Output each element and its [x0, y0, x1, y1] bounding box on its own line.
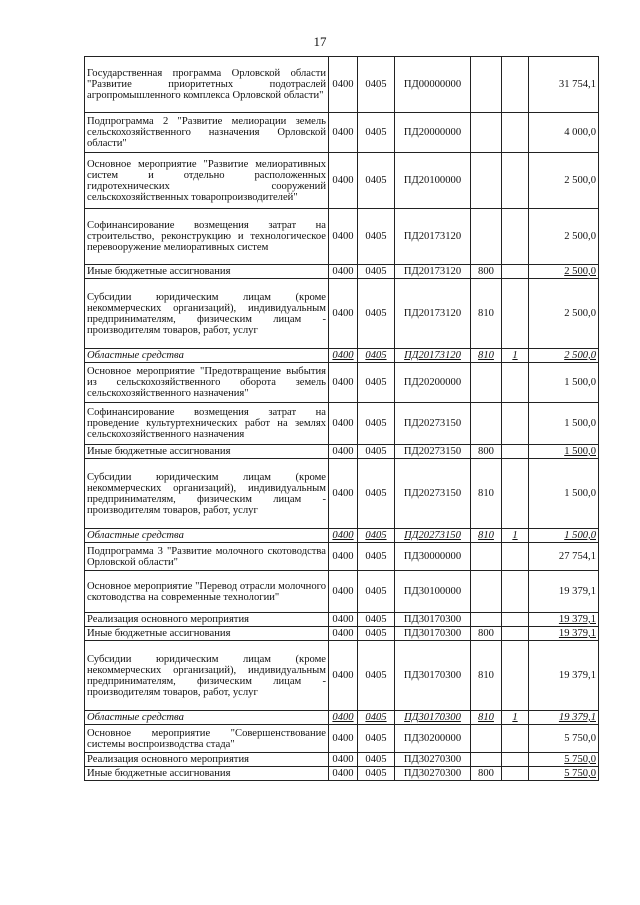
row-name: Софинансирование возмещения затрат на строительство, реконструкцию и технологическое перевооружение мелиоративных систем	[85, 209, 329, 265]
row-rz: 0400	[329, 571, 358, 613]
row-prz: 0405	[358, 627, 395, 641]
row-rz: 0400	[329, 279, 358, 349]
row-csr: ПД30270300	[395, 767, 471, 781]
table-row	[85, 641, 599, 711]
row-rz: 0400	[329, 543, 358, 571]
row-prz: 0405	[358, 613, 395, 627]
row-prz: 0405	[358, 445, 395, 459]
row-vr: 810	[471, 459, 502, 529]
row-rz: 0400	[329, 57, 358, 113]
row-prz: 0405	[358, 543, 395, 571]
row-amount: 19 379,1	[529, 711, 599, 725]
row-amount: 1 500,0	[529, 403, 599, 445]
row-prz: 0405	[358, 265, 395, 279]
row-src	[502, 571, 529, 613]
row-vr	[471, 571, 502, 613]
row-rz: 0400	[329, 459, 358, 529]
table-row	[85, 153, 599, 209]
row-amount: 19 379,1	[529, 571, 599, 613]
row-rz: 0400	[329, 767, 358, 781]
row-vr	[471, 753, 502, 767]
row-rz: 0400	[329, 349, 358, 363]
row-amount: 2 500,0	[529, 153, 599, 209]
row-csr: ПД30000000	[395, 543, 471, 571]
row-csr: ПД30100000	[395, 571, 471, 613]
row-vr	[471, 57, 502, 113]
row-prz: 0405	[358, 571, 395, 613]
row-name: Основное мероприятие "Перевод отрасли молочного скотоводства на современные технологии"	[85, 571, 329, 613]
row-src	[502, 445, 529, 459]
row-name: Иные бюджетные ассигнования	[85, 767, 329, 781]
row-csr: ПД20000000	[395, 113, 471, 153]
row-csr: ПД20200000	[395, 363, 471, 403]
row-src	[502, 543, 529, 571]
row-csr: ПД30170300	[395, 641, 471, 711]
row-name: Областные средства	[85, 349, 329, 363]
row-name: Иные бюджетные ассигнования	[85, 445, 329, 459]
row-amount: 5 750,0	[529, 725, 599, 753]
table-row	[85, 265, 599, 279]
row-amount: 5 750,0	[529, 767, 599, 781]
row-amount: 4 000,0	[529, 113, 599, 153]
table-row	[85, 613, 599, 627]
row-rz: 0400	[329, 753, 358, 767]
row-vr: 810	[471, 641, 502, 711]
row-name: Основное мероприятие "Предотвращение выбытия из сельскохозяйственного оборота земель сельскохозяйственного назначения"	[85, 363, 329, 403]
row-vr: 800	[471, 445, 502, 459]
row-rz: 0400	[329, 725, 358, 753]
row-csr: ПД20173120	[395, 209, 471, 265]
row-src	[502, 209, 529, 265]
table-row	[85, 57, 599, 113]
row-amount: 1 500,0	[529, 459, 599, 529]
page-number: 17	[313, 34, 327, 49]
row-rz: 0400	[329, 209, 358, 265]
row-csr: ПД30170300	[395, 711, 471, 725]
row-vr: 810	[471, 711, 502, 725]
row-src	[502, 613, 529, 627]
row-src	[502, 627, 529, 641]
table-row	[85, 445, 599, 459]
row-src	[502, 57, 529, 113]
row-amount: 2 500,0	[529, 349, 599, 363]
row-src	[502, 113, 529, 153]
row-src: 1	[502, 349, 529, 363]
row-rz: 0400	[329, 613, 358, 627]
row-amount: 2 500,0	[529, 265, 599, 279]
row-csr: ПД20273150	[395, 445, 471, 459]
row-amount: 2 500,0	[529, 209, 599, 265]
row-src	[502, 753, 529, 767]
row-rz: 0400	[329, 641, 358, 711]
row-rz: 0400	[329, 153, 358, 209]
row-src	[502, 725, 529, 753]
row-prz: 0405	[358, 209, 395, 265]
row-src	[502, 279, 529, 349]
row-amount: 31 754,1	[529, 57, 599, 113]
row-prz: 0405	[358, 279, 395, 349]
row-csr: ПД30170300	[395, 627, 471, 641]
row-vr	[471, 613, 502, 627]
row-csr: ПД20173120	[395, 265, 471, 279]
table-row	[85, 363, 599, 403]
row-name: Реализация основного мероприятия	[85, 613, 329, 627]
row-src	[502, 459, 529, 529]
row-name: Областные средства	[85, 711, 329, 725]
row-rz: 0400	[329, 445, 358, 459]
row-amount: 19 379,1	[529, 627, 599, 641]
row-src	[502, 265, 529, 279]
row-prz: 0405	[358, 363, 395, 403]
table-row	[85, 529, 599, 543]
row-src: 1	[502, 529, 529, 543]
row-amount: 27 754,1	[529, 543, 599, 571]
row-prz: 0405	[358, 403, 395, 445]
table-row	[85, 753, 599, 767]
row-rz: 0400	[329, 403, 358, 445]
row-name: Субсидии юридическим лицам (кроме некоммерческих организаций), индивидуальным предпринимателям, физическим лицам - производителям товаров, работ, услуг	[85, 641, 329, 711]
row-vr	[471, 153, 502, 209]
table-row	[85, 627, 599, 641]
row-rz: 0400	[329, 711, 358, 725]
row-amount: 2 500,0	[529, 279, 599, 349]
row-name: Реализация основного мероприятия	[85, 753, 329, 767]
row-prz: 0405	[358, 349, 395, 363]
row-vr: 810	[471, 279, 502, 349]
row-csr: ПД20273150	[395, 403, 471, 445]
row-name: Основное мероприятие "Развитие мелиоративных систем и отдельно расположенных гидротехнических сооружений сельскохозяйственных товаропроизводителей"	[85, 153, 329, 209]
row-name: Субсидии юридическим лицам (кроме некоммерческих организаций), индивидуальным предпринимателям, физическим лицам - производителям товаров, работ, услуг	[85, 459, 329, 529]
row-csr: ПД20173120	[395, 349, 471, 363]
row-name: Государственная программа Орловской области "Развитие приоритетных подотраслей агропромышленного комплекса Орловской области"	[85, 57, 329, 113]
row-amount: 5 750,0	[529, 753, 599, 767]
row-amount: 19 379,1	[529, 641, 599, 711]
table-row	[85, 209, 599, 265]
row-name: Иные бюджетные ассигнования	[85, 265, 329, 279]
row-vr	[471, 113, 502, 153]
table-row	[85, 349, 599, 363]
table-row	[85, 767, 599, 781]
row-vr	[471, 363, 502, 403]
row-rz: 0400	[329, 113, 358, 153]
row-rz: 0400	[329, 363, 358, 403]
row-prz: 0405	[358, 767, 395, 781]
table-row	[85, 403, 599, 445]
row-name: Субсидии юридическим лицам (кроме некоммерческих организаций), индивидуальным предпринимателям, физическим лицам - производителям товаров, работ, услуг	[85, 279, 329, 349]
row-name: Софинансирование возмещения затрат на проведение культуртехнических работ на землях сельскохозяйственного назначения	[85, 403, 329, 445]
row-src	[502, 153, 529, 209]
row-name: Иные бюджетные ассигнования	[85, 627, 329, 641]
row-vr	[471, 725, 502, 753]
row-vr: 800	[471, 265, 502, 279]
table-row	[85, 571, 599, 613]
row-amount: 19 379,1	[529, 613, 599, 627]
row-vr: 810	[471, 349, 502, 363]
row-vr	[471, 209, 502, 265]
row-src	[502, 403, 529, 445]
row-csr: ПД20173120	[395, 279, 471, 349]
row-amount: 1 500,0	[529, 445, 599, 459]
row-src	[502, 767, 529, 781]
row-src	[502, 363, 529, 403]
table-row	[85, 459, 599, 529]
row-csr: ПД30270300	[395, 753, 471, 767]
table-row	[85, 279, 599, 349]
row-vr	[471, 403, 502, 445]
row-rz: 0400	[329, 529, 358, 543]
row-rz: 0400	[329, 265, 358, 279]
row-amount: 1 500,0	[529, 529, 599, 543]
row-vr: 800	[471, 627, 502, 641]
row-prz: 0405	[358, 725, 395, 753]
row-prz: 0405	[358, 153, 395, 209]
row-prz: 0405	[358, 113, 395, 153]
row-name: Подпрограмма 3 "Развитие молочного скотоводства Орловской области"	[85, 543, 329, 571]
row-name: Подпрограмма 2 "Развитие мелиорации земель сельскохозяйственного назначения Орловской области"	[85, 113, 329, 153]
table-row	[85, 711, 599, 725]
row-prz: 0405	[358, 529, 395, 543]
row-src: 1	[502, 711, 529, 725]
row-amount: 1 500,0	[529, 363, 599, 403]
table-row	[85, 543, 599, 571]
row-prz: 0405	[358, 711, 395, 725]
table-row	[85, 725, 599, 753]
row-prz: 0405	[358, 641, 395, 711]
row-csr: ПД00000000	[395, 57, 471, 113]
table-row	[85, 113, 599, 153]
row-name: Основное мероприятие "Совершенствование системы воспроизводства стада"	[85, 725, 329, 753]
row-prz: 0405	[358, 57, 395, 113]
row-name: Областные средства	[85, 529, 329, 543]
row-vr: 800	[471, 767, 502, 781]
row-rz: 0400	[329, 627, 358, 641]
row-csr: ПД30170300	[395, 613, 471, 627]
row-csr: ПД30200000	[395, 725, 471, 753]
row-vr	[471, 543, 502, 571]
row-prz: 0405	[358, 459, 395, 529]
row-src	[502, 641, 529, 711]
row-csr: ПД20100000	[395, 153, 471, 209]
row-csr: ПД20273150	[395, 459, 471, 529]
row-csr: ПД20273150	[395, 529, 471, 543]
budget-table	[84, 56, 599, 781]
row-prz: 0405	[358, 753, 395, 767]
row-vr: 810	[471, 529, 502, 543]
